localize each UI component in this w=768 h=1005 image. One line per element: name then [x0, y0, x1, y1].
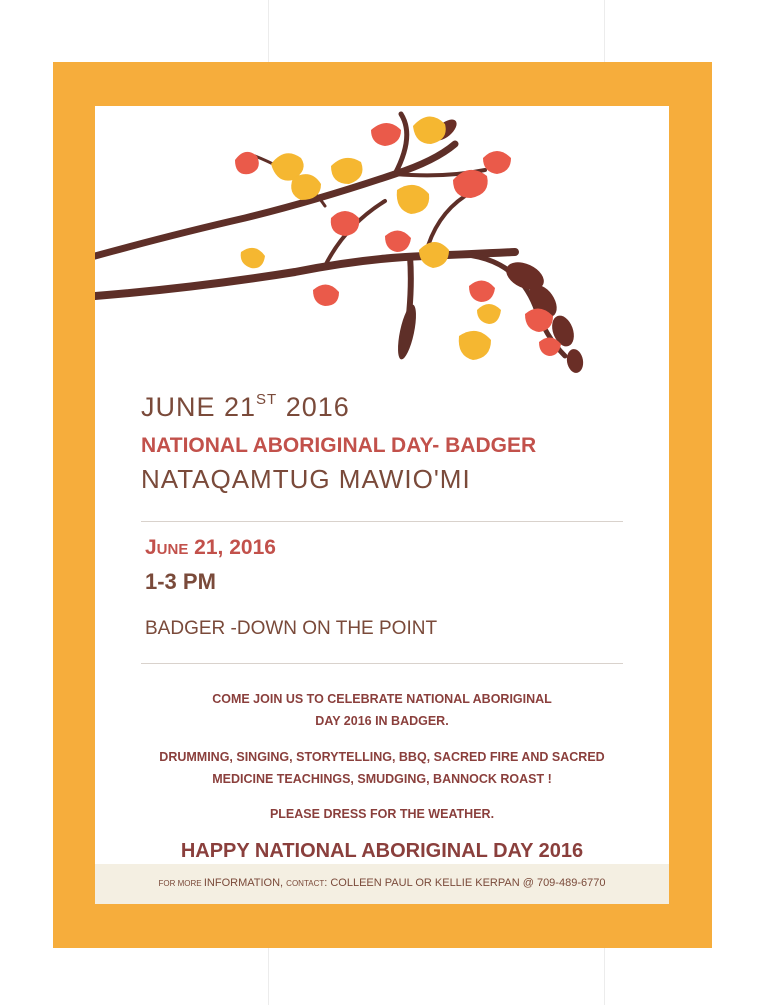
poster-frame: [53, 62, 712, 948]
header-date: [141, 392, 350, 423]
divider-top: [141, 521, 623, 522]
header-date-text: JUNE 21: [141, 392, 257, 422]
weather-note: PLEASE DRESS FOR THE WEATHER.: [269, 807, 495, 821]
footer-info: INFORMATION: [203, 877, 281, 889]
footer-contact-details: : COLLEEN PAUL OR KELLIE KERPAN @ 709-489-6770: [324, 877, 606, 889]
footer-contact: [95, 877, 669, 889]
poster-panel: [95, 106, 669, 904]
event-location: BADGER -DOWN ON THE POINT: [145, 618, 438, 639]
event-time: 1-3 PM: [145, 569, 216, 594]
activities-text: DRUMMING, SINGING, STORYTELLING, BBQ, SACRED FIRE AND SACRED MEDICINE TEACHINGS, SMUDGING, BANNOCK ROAST !: [159, 750, 605, 786]
event-title: NATIONAL ABORIGINAL DAY- BADGER: [141, 434, 537, 457]
invite-text: COME JOIN US TO CELEBRATE NATIONAL ABORIGINAL DAY 2016 IN BADGER.: [212, 692, 552, 728]
event-subtitle: NATAQAMTUG MAWIO'MI: [141, 464, 471, 494]
divider-bottom: [141, 663, 623, 664]
closing-text: HAPPY NATIONAL ABORIGINAL DAY 2016: [180, 840, 584, 862]
footer-contact-word: CONTACT: [286, 879, 325, 888]
header-date-superscript: ST: [256, 391, 278, 408]
footer-prefix: FOR MORE: [158, 879, 204, 888]
branch-illustration: [95, 106, 669, 406]
footer-bar: [95, 864, 669, 904]
event-date: June 21, 2016: [145, 536, 276, 559]
header-date-year: 2016: [277, 392, 350, 422]
footer-comma: ,: [280, 877, 287, 889]
